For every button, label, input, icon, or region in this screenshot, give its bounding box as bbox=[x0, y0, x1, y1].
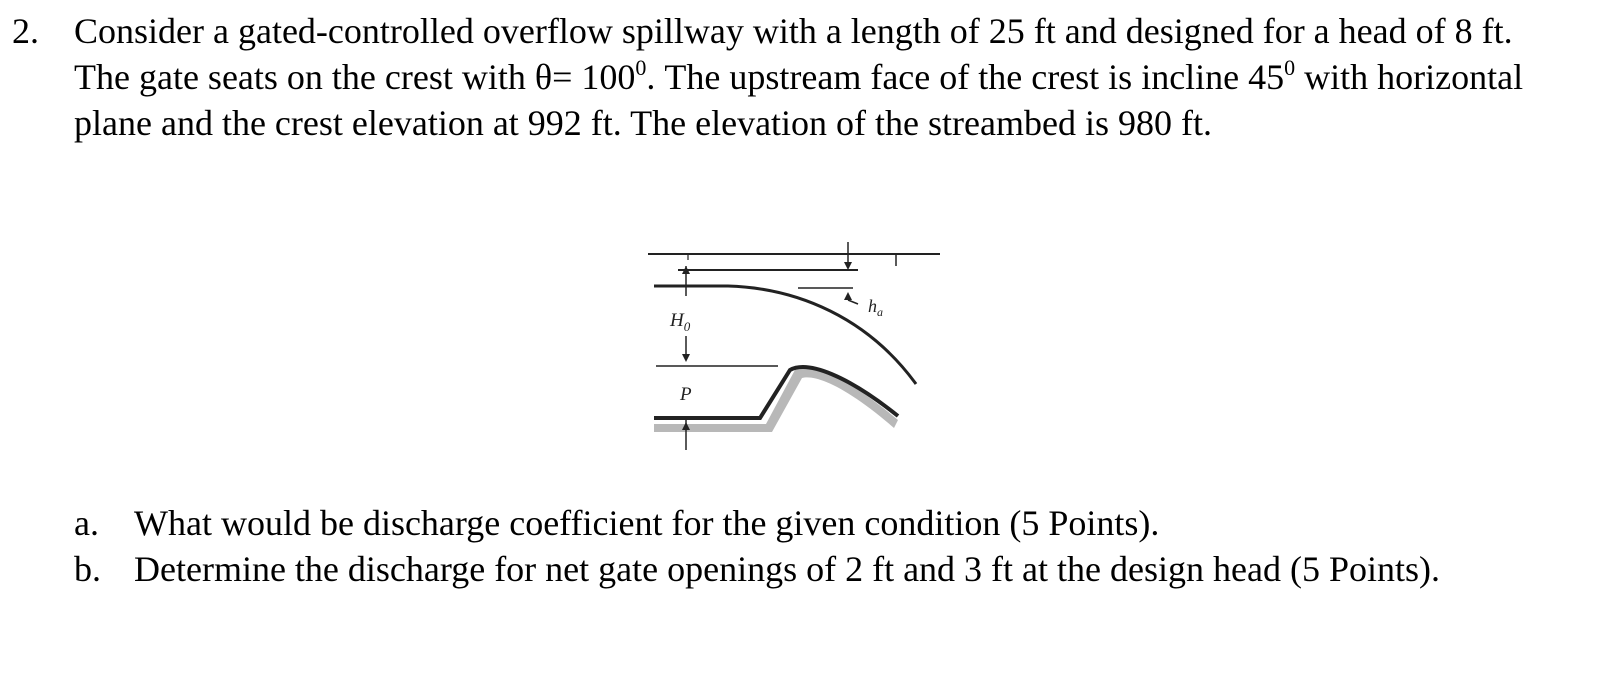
question-text: What would be discharge coefficient for the given condition (5 Points). bbox=[134, 503, 1160, 543]
question-label: b. bbox=[74, 549, 101, 589]
question-list bbox=[74, 500, 1574, 592]
degree-superscript-2: 0 bbox=[1284, 55, 1296, 80]
question-item bbox=[74, 546, 1574, 592]
problem-statement bbox=[12, 8, 1592, 146]
ha-arrow-head-down bbox=[844, 262, 852, 270]
problem-text bbox=[74, 8, 1574, 146]
ha-label: $h_a$ bbox=[868, 296, 883, 319]
ho-label: $H_0$ bbox=[670, 310, 691, 334]
p-label: P bbox=[680, 384, 692, 405]
problem-text-part3: with horizontal plane and the crest elevation at 992 ft. The elevation of the streambed is 980 ft. bbox=[74, 57, 1524, 143]
problem-text-part2: . The upstream face of the crest is incline 45 bbox=[646, 57, 1285, 97]
problem-number: 2. bbox=[12, 11, 39, 51]
degree-superscript-1: 0 bbox=[635, 55, 647, 80]
ha-arrow-head-up bbox=[844, 292, 852, 300]
question-item bbox=[74, 500, 1574, 546]
question-text: Determine the discharge for net gate openings of 2 ft and 3 ft at the design head (5 Points). bbox=[134, 549, 1440, 589]
spillway-diagram bbox=[648, 238, 948, 458]
question-label: a. bbox=[74, 503, 99, 543]
ho-arrow-head-down bbox=[682, 354, 690, 362]
ha-tick bbox=[848, 300, 858, 304]
problem-text-part1: Consider a gated-controlled overflow spillway with a length of 25 ft and designed for a head of 8 ft. The gate seats on the crest with θ= 100 bbox=[74, 11, 1513, 97]
